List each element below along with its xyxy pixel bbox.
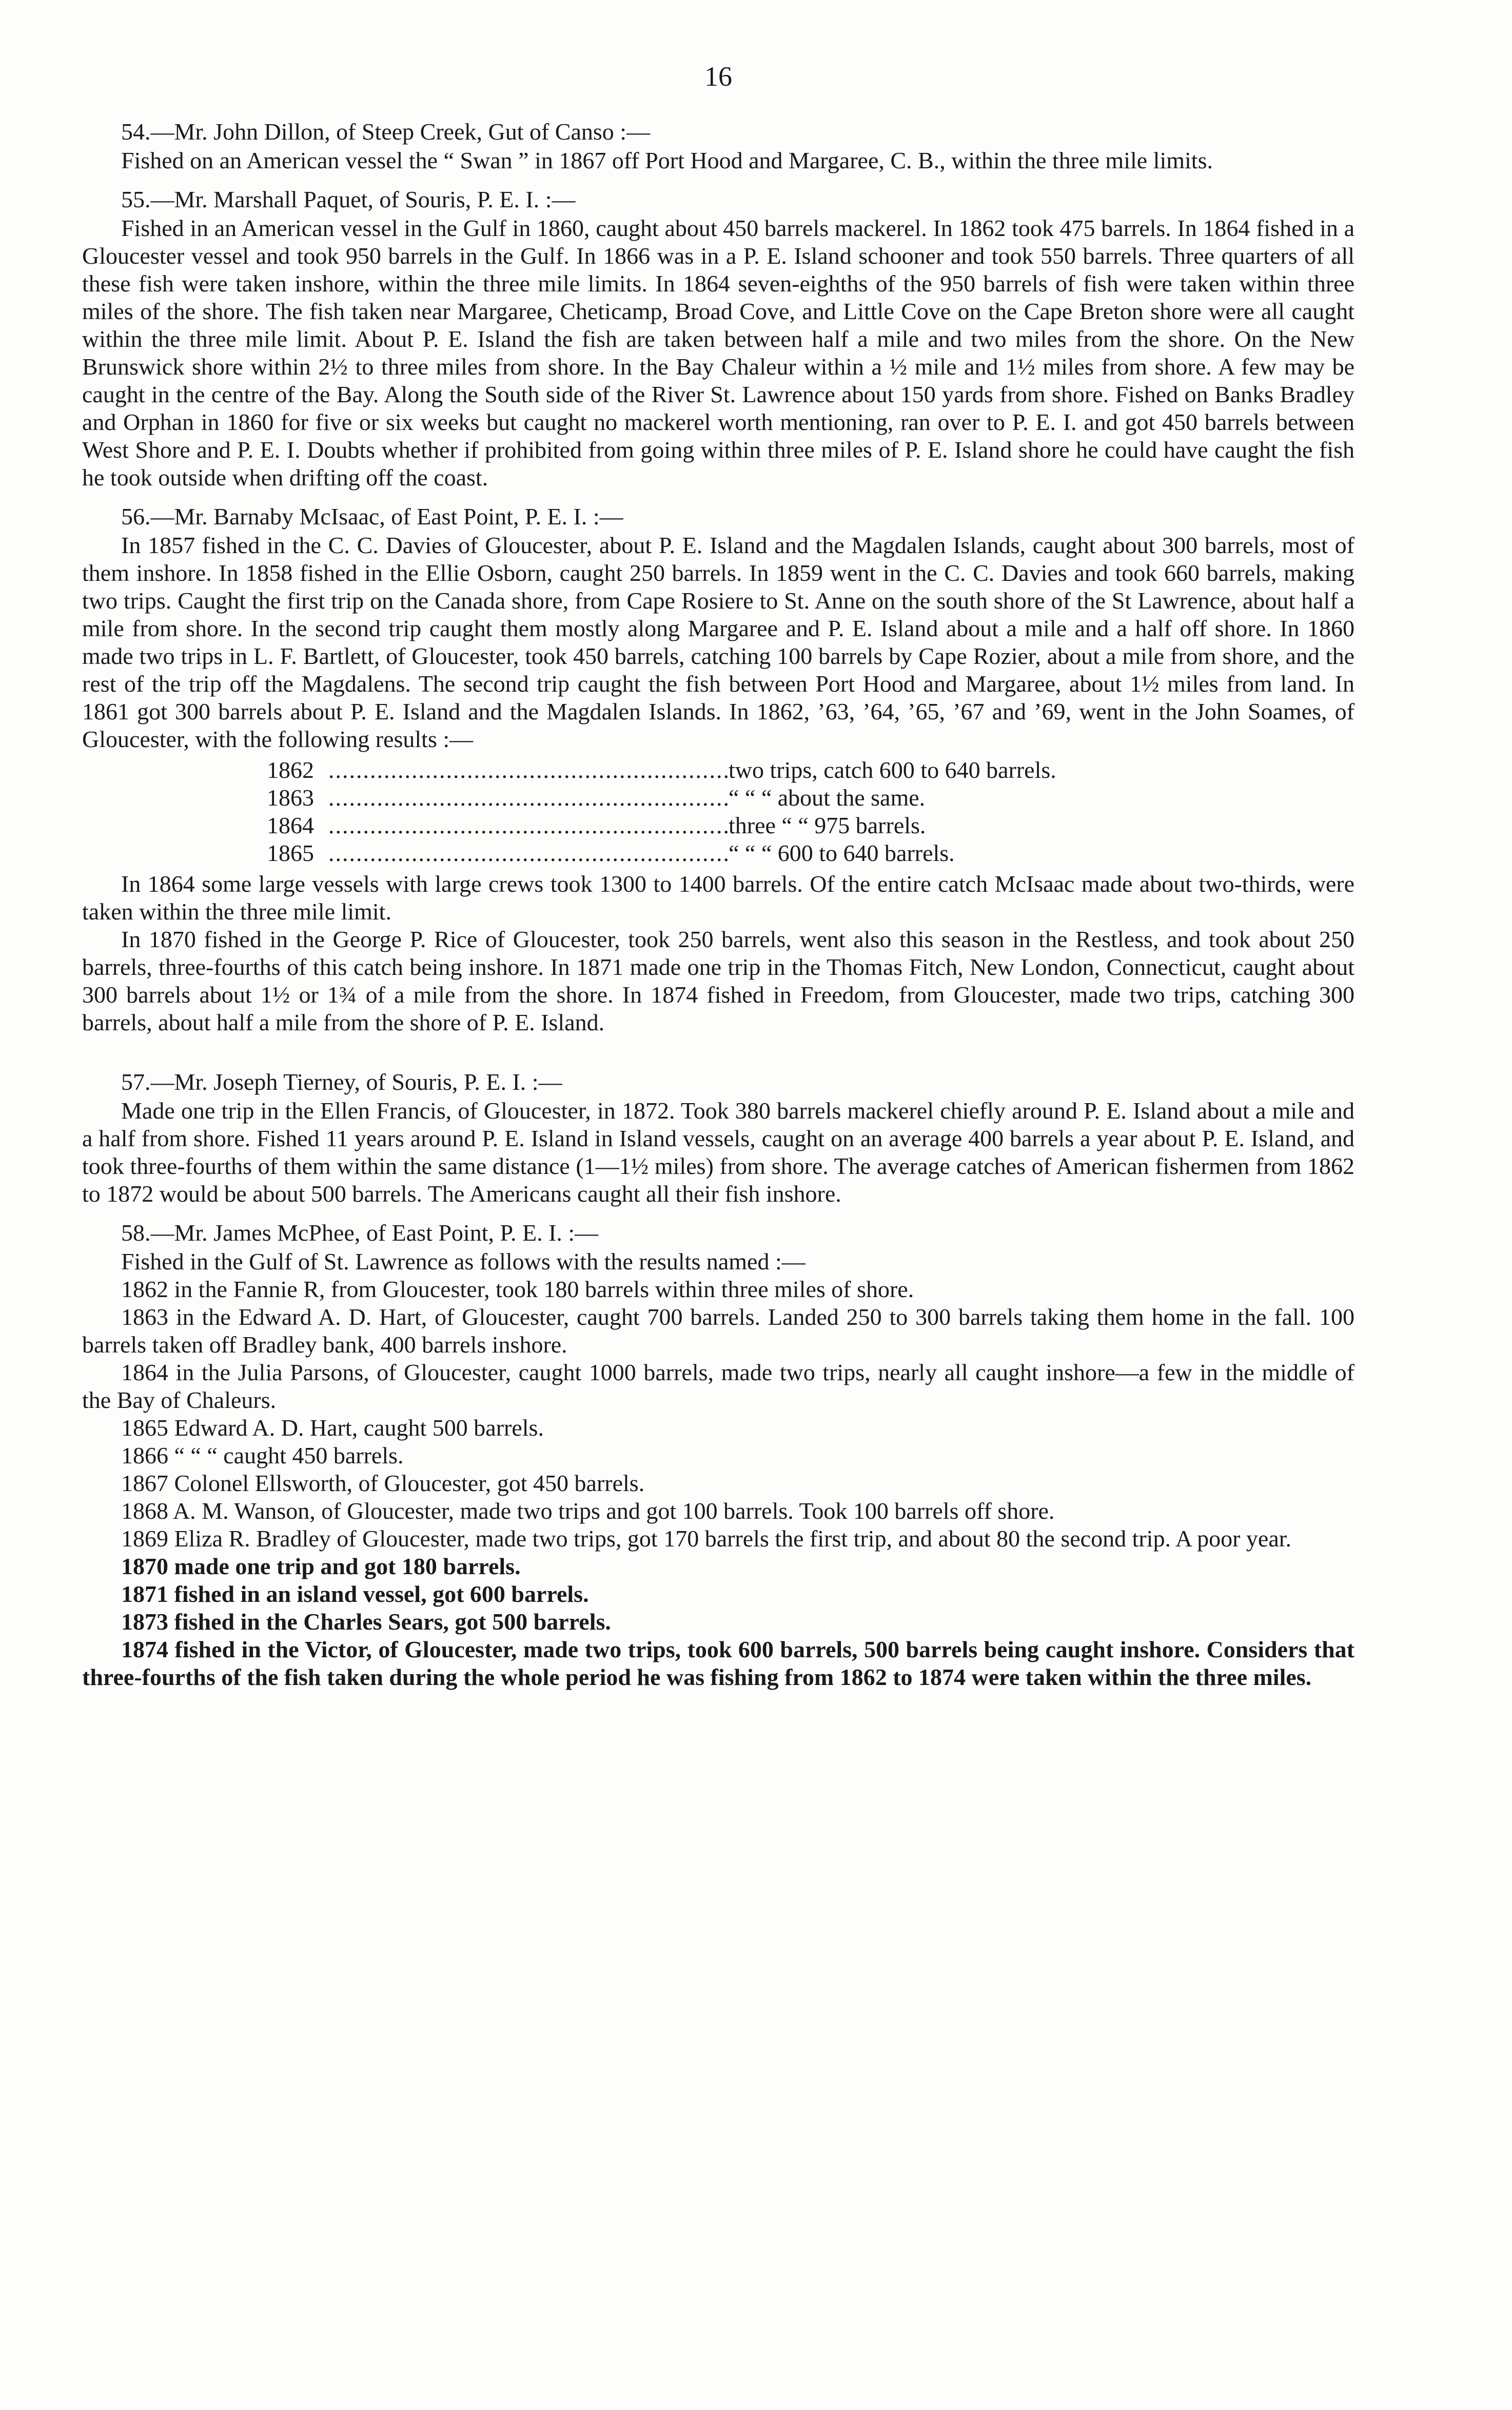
testimony-paragraph: In 1864 some large vessels with large crews took 1300 to 1400 barrels. Of the entire catch McIsaac made about two-thirds, were taken within the three mile limit.	[82, 871, 1354, 925]
testimony-56	[82, 503, 1354, 1036]
page-number: 16	[704, 61, 732, 92]
testimony-intro: Fished in the Gulf of St. Lawrence as follows with the results named :—	[121, 1248, 806, 1275]
results-year: 1864	[267, 812, 314, 838]
document-body	[82, 118, 1354, 1702]
results-detail: “ “ “ about the same.	[729, 785, 926, 811]
testimony-paragraph: Fished in an American vessel in the Gulf in 1860, caught about 450 barrels mackerel. In 1862 took 475 barrels. In 1864 fished in a Gloucester vessel and took 950 barrels in the Gulf. In 1866 was in a P. E. Island schooner and took 550 barrels. Three quarters of all these fish were taken inshore, within the three mile limits. In 1864 seven-eighths of the 950 barrels of fish were taken within three miles of the shore. The fish taken near Margaree, Cheticamp, Broad Cove, and Little Cove on the Cape Breton shore were all caught within the three mile limit. About P. E. Island the fish are taken between half a mile and two miles from the shore. On the New Brunswick shore within 2½ to three miles from shore. In the Bay Chaleur within a ½ mile and 1½ miles from shore. A few may be caught in the centre of the Bay. Along the South side of the River St. Lawrence about 150 yards from shore. Fished on Banks Bradley and Orphan in 1860 for five or six weeks but caught no mackerel worth mentioning, ran over to P. E. I. and got 450 barrels between West Shore and P. E. I. Doubts whether if prohibited from going within three miles of P. E. Island shore he could have caught the fish he took outside when drifting off the coast.	[82, 215, 1354, 491]
testimony-heading: 58.—Mr. James McPhee, of East Point, P. E. I. :—	[121, 1220, 599, 1246]
results-row	[267, 784, 1354, 812]
catch-line: 1866 “ “ “ caught 450 barrels.	[121, 1442, 404, 1468]
catch-line: 1869 Eliza R. Bradley of Gloucester, made two trips, got 170 barrels the first trip, and about 80 the second trip. A poor year.	[121, 1525, 1292, 1552]
leader-dots	[328, 756, 729, 784]
catch-lines-bold	[82, 1553, 1354, 1691]
results-detail: three “ “ 975 barrels.	[729, 812, 926, 838]
results-year: 1863	[267, 785, 314, 811]
catch-line: 1871 fished in an island vessel, got 600 barrels.	[121, 1581, 589, 1607]
catch-line: 1865 Edward A. D. Hart, caught 500 barrels.	[121, 1415, 544, 1441]
testimony-58	[82, 1219, 1354, 1691]
results-row	[267, 812, 1354, 839]
results-detail: two trips, catch 600 to 640 barrels.	[729, 757, 1056, 783]
testimony-paragraph: Fished on an American vessel the “ Swan ” in 1867 off Port Hood and Margaree, C. B., within the three mile limits.	[121, 147, 1213, 173]
results-row	[267, 756, 1354, 784]
testimony-paragraph: In 1870 fished in the George P. Rice of Gloucester, took 250 barrels, went also this season in the Restless, and took about 250 barrels, three-fourths of this catch being inshore. In 1871 made one trip in the Thomas Fitch, New London, Connecticut, caught about 300 barrels about 1½ or 1¾ of a mile from the shore. In 1874 fished in Freedom, from Gloucester, made two trips, catching 300 barrels, about half a mile from the shore of P. E. Island.	[82, 926, 1354, 1035]
testimony-54	[82, 118, 1354, 174]
leader-dots	[328, 784, 729, 812]
catch-line: 1864 in the Julia Parsons, of Gloucester, caught 1000 barrels, made two trips, nearly all caught inshore—a few in the middle of the Bay of Chaleurs.	[82, 1359, 1354, 1413]
testimony-heading: 55.—Mr. Marshall Paquet, of Souris, P. E. I. :—	[121, 186, 576, 212]
results-detail: “ “ “ 600 to 640 barrels.	[729, 840, 955, 866]
testimony-paragraph: In 1857 fished in the C. C. Davies of Gloucester, about P. E. Island and the Magdalen Islands, caught about 300 barrels, most of them inshore. In 1858 fished in the Ellie Osborn, caught 250 barrels. In 1859 went in the C. C. Davies and took 660 barrels, making two trips. Caught the first trip on the Canada shore, from Cape Rosiere to St. Anne on the south shore of the St Lawrence, about half a mile from shore. In the second trip caught them mostly along Margaree and P. E. Island about a mile and a half off shore. In 1860 made two trips in L. F. Bartlett, of Gloucester, took 450 barrels, catching 100 barrels by Cape Rozier, about a mile from shore, and the rest of the trip off the Magdalens. The second trip caught the fish between Port Hood and Margaree, about 1½ miles from land. In 1861 got 300 barrels about P. E. Island and the Magdalen Islands. In 1862, ’63, ’64, ’65, ’67 and ’69, went in the John Soames, of Gloucester, with the following results :—	[82, 532, 1354, 752]
catch-lines	[82, 1276, 1354, 1553]
catch-line: 1862 in the Fannie R, from Gloucester, took 180 barrels within three miles of shore.	[121, 1276, 914, 1302]
results-year: 1865	[267, 840, 314, 866]
catch-line: 1868 A. M. Wanson, of Gloucester, made two trips and got 100 barrels. Took 100 barrels off shore.	[121, 1498, 1055, 1524]
catch-line: 1867 Colonel Ellsworth, of Gloucester, got 450 barrels.	[121, 1470, 645, 1496]
catch-line: 1874 fished in the Victor, of Gloucester, made two trips, took 600 barrels, 500 barrels being caught inshore. Considers that three-fourths of the fish taken during the whole period he was fishing from 1862 to 1874 were taken within the three miles.	[82, 1636, 1354, 1690]
testimony-heading: 56.—Mr. Barnaby McIsaac, of East Point, P. E. I. :—	[121, 503, 623, 530]
leader-dots	[328, 812, 729, 839]
catch-line: 1870 made one trip and got 180 barrels.	[121, 1553, 521, 1579]
results-list	[267, 756, 1354, 867]
catch-line: 1873 fished in the Charles Sears, got 500 barrels.	[121, 1609, 611, 1635]
testimony-heading: 54.—Mr. John Dillon, of Steep Creek, Gut of Canso :—	[121, 119, 651, 145]
testimony-57	[82, 1068, 1354, 1208]
testimony-paragraph: Made one trip in the Ellen Francis, of Gloucester, in 1872. Took 380 barrels mackerel chiefly around P. E. Island about a mile and a half from shore. Fished 11 years around P. E. Island in Island vessels, caught on an average 400 barrels a year about P. E. Island, and took three-fourths of them within the same distance (1—1½ miles) from shore. The average catches of American fishermen from 1862 to 1872 would be about 500 barrels. The Americans caught all their fish inshore.	[82, 1098, 1354, 1207]
results-year: 1862	[267, 757, 314, 783]
leader-dots	[328, 839, 729, 867]
results-row	[267, 839, 1354, 867]
testimony-heading: 57.—Mr. Joseph Tierney, of Souris, P. E. I. :—	[121, 1069, 562, 1095]
testimony-55	[82, 186, 1354, 492]
catch-line: 1863 in the Edward A. D. Hart, of Gloucester, caught 700 barrels. Landed 250 to 300 barrels taking them home in the fall. 100 barrels taken off Bradley bank, 400 barrels inshore.	[82, 1304, 1354, 1358]
